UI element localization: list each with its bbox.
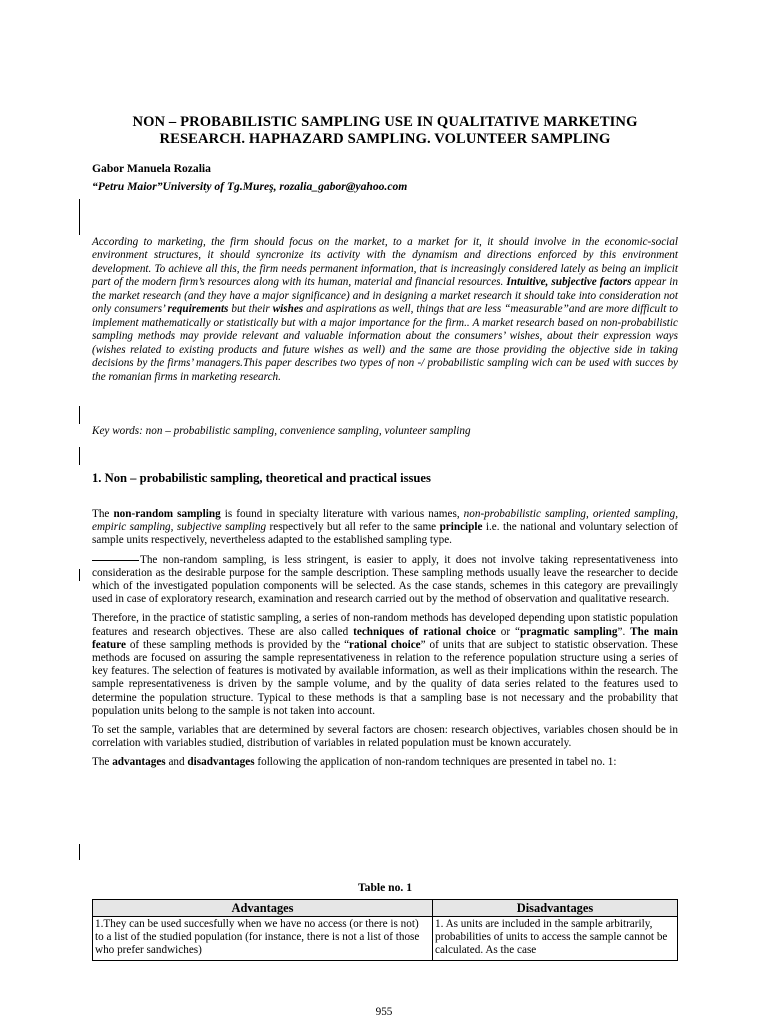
- abstract-text: According to marketing, the firm should focus on the market, to a market for it, it should involve in the economic-social environment structures, it should syncronize its activity with the dynamism and directions enforced by this environment development. To achieve all this, the firm needs permanent information, that is increasingly considered lately as being an implicit part of the modern firm’s resources along with its human, material and financial resources.: [92, 236, 678, 289]
- bold-text: pragmatic sampling: [519, 625, 618, 638]
- text: Therefore, in the practice of statistic sampling, a series of non-random methods has developed depending upon statistic population features and research objectives. These are also called: [92, 612, 678, 638]
- bold-text: The main feature: [92, 625, 678, 651]
- text: of these sampling methods is provided by the “: [125, 638, 350, 651]
- table-cell: 1. As units are included in the sample arbitrarily, probabilities of units to access the sample cannot be calculated. As the case: [433, 917, 678, 961]
- text: following the application of non-random techniques are presented in tabel no. 1:: [254, 756, 617, 769]
- abstract-emphasis: wishes: [272, 303, 304, 316]
- keywords: Key words: non – probabilistic sampling, convenience sampling, volunteer sampling: [92, 425, 471, 437]
- change-bar: [79, 569, 80, 581]
- paragraph: [92, 724, 678, 750]
- bold-text: principle: [439, 521, 483, 534]
- advantages-table: [92, 899, 678, 961]
- table-header-row: [93, 900, 678, 917]
- paragraph: [92, 756, 678, 769]
- change-bar: [79, 447, 80, 465]
- bold-text: disadvantages: [187, 756, 255, 769]
- table-header-advantages: Advantages: [93, 900, 433, 917]
- title-line-1: NON – PROBABILISTIC SAMPLING USE IN QUALITATIVE MARKETING: [132, 114, 638, 130]
- text: i.e. the national and voluntary selection of sample units respectively, nevertheless adapted to the established sampling type.: [92, 521, 678, 547]
- title-line-2: RESEARCH. HAPHAZARD SAMPLING. VOLUNTEER SAMPLING: [159, 131, 611, 147]
- strikethrough-dash: [92, 560, 139, 561]
- abstract-text: appear in the market research (and they have a major significance) and in designing a market research it should take into consideration not only consumers’: [92, 276, 678, 316]
- text: The: [92, 508, 114, 520]
- paragraph: [92, 554, 678, 607]
- text: and: [165, 756, 188, 769]
- text: ”.: [617, 625, 631, 638]
- text: The non-random sampling, is less stringent, is easier to apply, it does not involve taking representativeness into consideration as the desirable purpose for the sample description. These sampling methods usually leave the researcher to decide which of the investigated population components will be selected. As the case stands, schemes in this category are prevailingly used in case of exploratory research, examination and research carried out by the method of observation and qualitative research.: [92, 553, 678, 606]
- italic-text: non-probabilistic sampling, oriented sampling, empiric sampling, subjective sampling: [92, 508, 678, 534]
- author-name: Gabor Manuela Rozalia: [92, 162, 211, 175]
- table-caption: Table no. 1: [357, 881, 413, 894]
- abstract: [92, 236, 678, 384]
- text: ” of units that are subject to statistic observation. These methods are focused on assuring the sample representativeness in relation to the reference population structure using a series of key features. The selection of features is motivated by available information, as well as their implications within the research. The sample representativeness is driven by the sample volume, and by the quality of data series related to the features used to determine the population structure. Typical to these methods is that a sampling base is not necessary and the probability that population units belong to the sample is not taken into account.: [92, 638, 678, 717]
- text: The: [92, 756, 113, 769]
- table-header-disadvantages: Disadvantages: [433, 900, 678, 917]
- change-bar: [79, 406, 80, 424]
- bold-text: techniques of rational choice: [353, 625, 496, 638]
- paragraph: [92, 612, 678, 718]
- abstract-emphasis: Intuitive, subjective factors: [506, 276, 632, 289]
- paper-title: [92, 114, 678, 148]
- text: To set the sample, variables that are determined by several factors are chosen: research objectives, variables chosen should be in correlation with variables studied, distribution of variables in related population must be known accurately.: [92, 724, 678, 750]
- page-number: 955: [375, 1006, 393, 1018]
- change-bar: [79, 844, 80, 860]
- change-bar: [79, 199, 80, 235]
- abstract-text: and aspirations as well, things that are less “measurable”and are more difficult to implement mathematically or statistically but with a major importance for the firm.. A market research based on non-probabilistic sampling methods may provide relevant and valuable information about the consumers’ wishes, about their expression ways (wishes related to existing products and future wishes as well) and the same are those providing the objective side in taking decisions by the firms’ managers.This paper describes two types of non -/ probabilistic sampling wich can be used with succes by the romanian firms in marketing research.: [92, 303, 678, 383]
- section-heading: 1. Non – probabilistic sampling, theoretical and practical issues: [92, 471, 431, 485]
- bold-text: rational choice: [349, 638, 421, 651]
- text: or “: [495, 625, 520, 638]
- bold-text: advantages: [112, 756, 166, 769]
- table-cell: 1.They can be used succesfully when we have no access (or there is not) to a list of the studied population (for instance, there is not a list of those who prefer sandwiches): [93, 917, 433, 961]
- text: respectively but all refer to the same: [266, 521, 440, 534]
- author-affiliation: “Petru Maior”University of Tg.Mureş, rozalia_gabor@yahoo.com: [92, 180, 408, 193]
- abstract-text: but their: [228, 303, 273, 316]
- text: is found in specialty literature with various names,: [220, 508, 464, 520]
- table-row: [93, 917, 678, 961]
- abstract-emphasis: requirements: [167, 303, 229, 316]
- paragraph: [92, 508, 678, 548]
- bold-text: non-random sampling: [113, 508, 221, 520]
- body-text: [92, 508, 678, 776]
